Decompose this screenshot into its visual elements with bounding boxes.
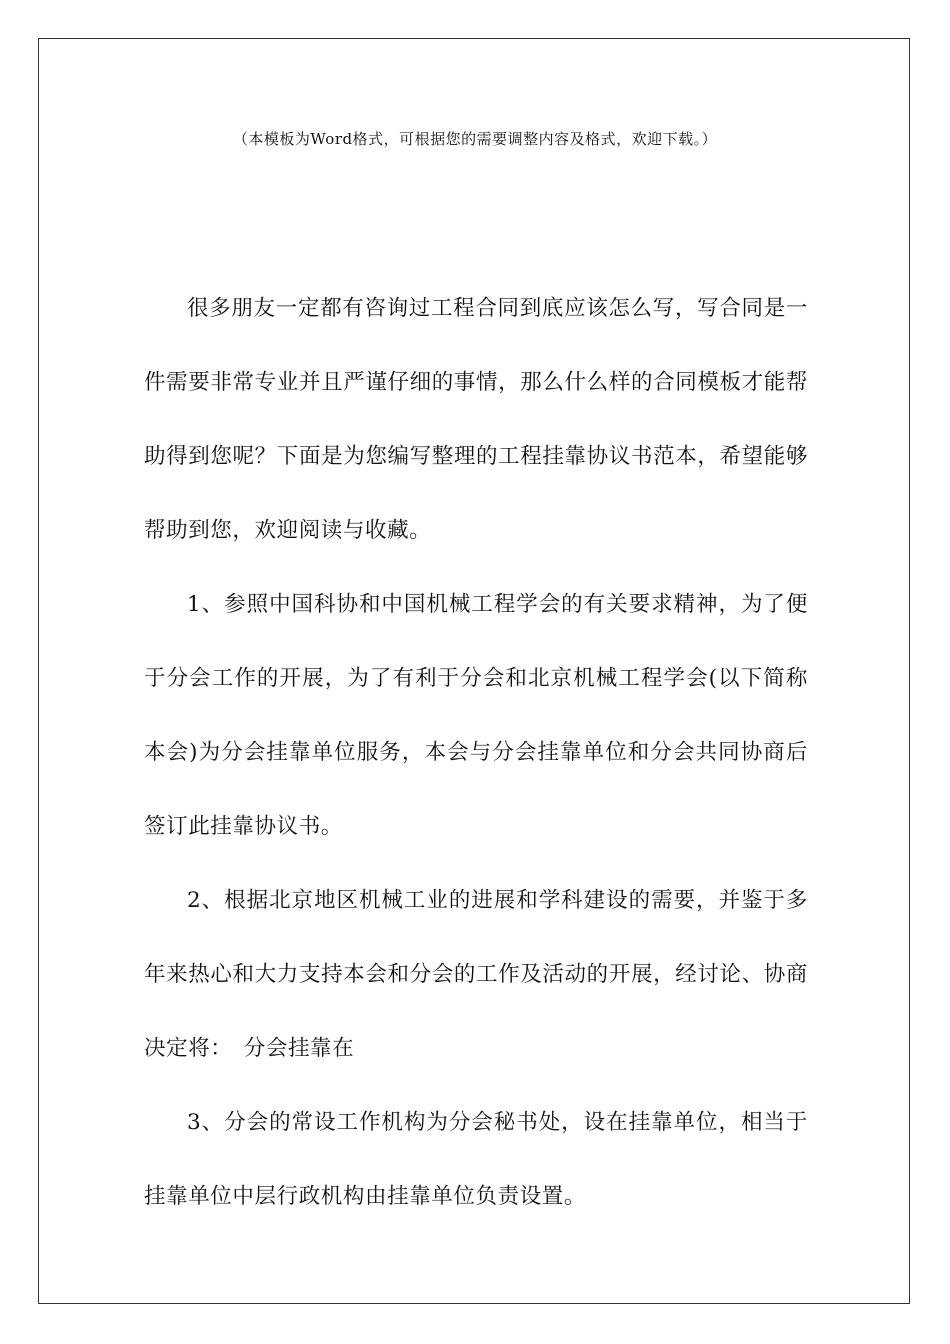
paragraph-clause-2: 2、根据北京地区机械工业的进展和学科建设的需要，并鉴于多年来热心和大力支持本会和分会的工作及活动的开展，经讨论、协商决定将： 分会挂靠在 (144, 888, 808, 1061)
paragraph-intro: 很多朋友一定都有咨询过工程合同到底应该怎么写，写合同是一件需要非常专业并且严谨仔细的事情，那么什么样的合同模板才能帮助得到您呢？下面是为您编写整理的工程挂靠协议书范本，希望能够帮助到您，欢迎阅读与收藏。 (144, 296, 808, 543)
document-body (144, 272, 808, 1234)
paragraph-clause-1: 1、参照中国科协和中国机械工程学会的有关要求精神，为了便于分会工作的开展，为了有利于分会和北京机械工程学会(以下简称本会)为分会挂靠单位服务，本会与分会挂靠单位和分会共同协商后签订此挂靠协议书。 (144, 592, 808, 839)
paragraph-clause-3: 3、分会的常设工作机构为分会秘书处，设在挂靠单位，相当于挂靠单位中层行政机构由挂靠单位负责设置。 (144, 1110, 808, 1209)
template-note: （本模板为Word格式，可根据您的需要调整内容及格式，欢迎下载。） (232, 130, 718, 148)
